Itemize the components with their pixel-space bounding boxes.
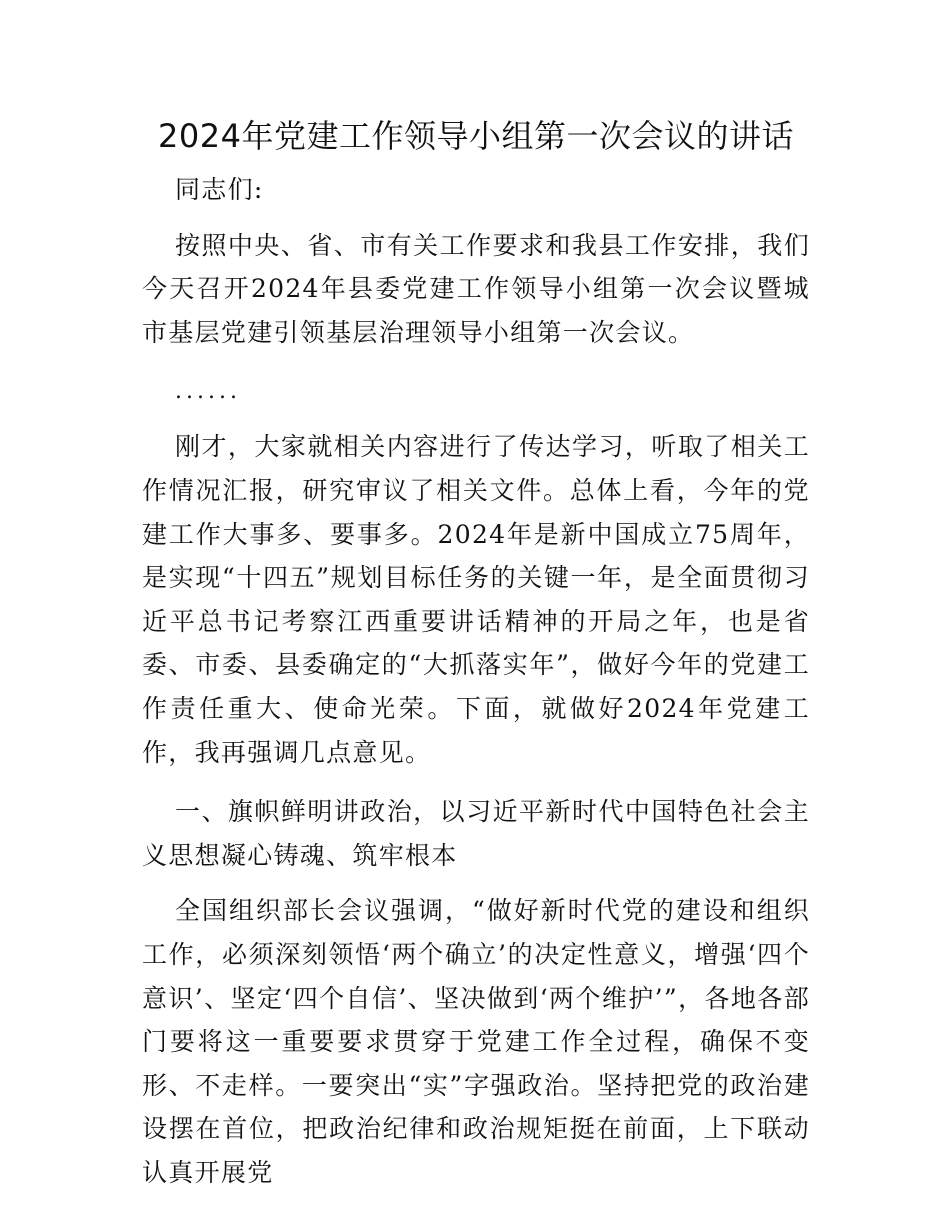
paragraph-intro: 按照中央、省、市有关工作要求和我县工作安排，我们今天召开2024年县委党建工作领导小组第一次会议暨城市基层党建引领基层治理领导小组第一次会议。 [142,230,810,347]
paragraph-section-one: 全国组织部长会议强调，“做好新时代党的建设和组织工作，必须深刻领悟‘两个确立’的决定性意义，增强‘四个意识’、坚定‘四个自信’、坚决做到‘两个维护’”，各地各部门要将这一重要要求贯穿于党建工作全过程，确保不变形、不走样。一要突出“实”字强政治。坚持把党的政治建设摆在首位，把政治纪律和政治规矩挺在前面，上下联动认真开展党 [142,896,810,1187]
greeting: 同志们: [175,175,264,204]
document-body [142,112,810,1194]
document-title: 2024年党建工作领导小组第一次会议的讲话 [158,117,794,155]
section-heading: 一、旗帜鲜明讲政治，以习近平新时代中国特色社会主义思想凝心铸魂、筑牢根本 [142,797,810,870]
paragraph-overview: 刚才，大家就相关内容进行了传达学习，听取了相关工作情况汇报，研究审议了相关文件。总体上看，今年的党建工作大事多、要事多。2024年是新中国成立75周年，是实现“十四五”规划目标任务的关键一年，是全面贯彻习近平总书记考察江西重要讲话精神的开局之年，也是省委、市委、县委确定的“大抓落实年”，做好今年的党建工作责任重大、使命光荣。下面，就做好2024年党建工作，我再强调几点意见。 [142,432,810,767]
ellipsis-separator: ...... [175,379,241,405]
